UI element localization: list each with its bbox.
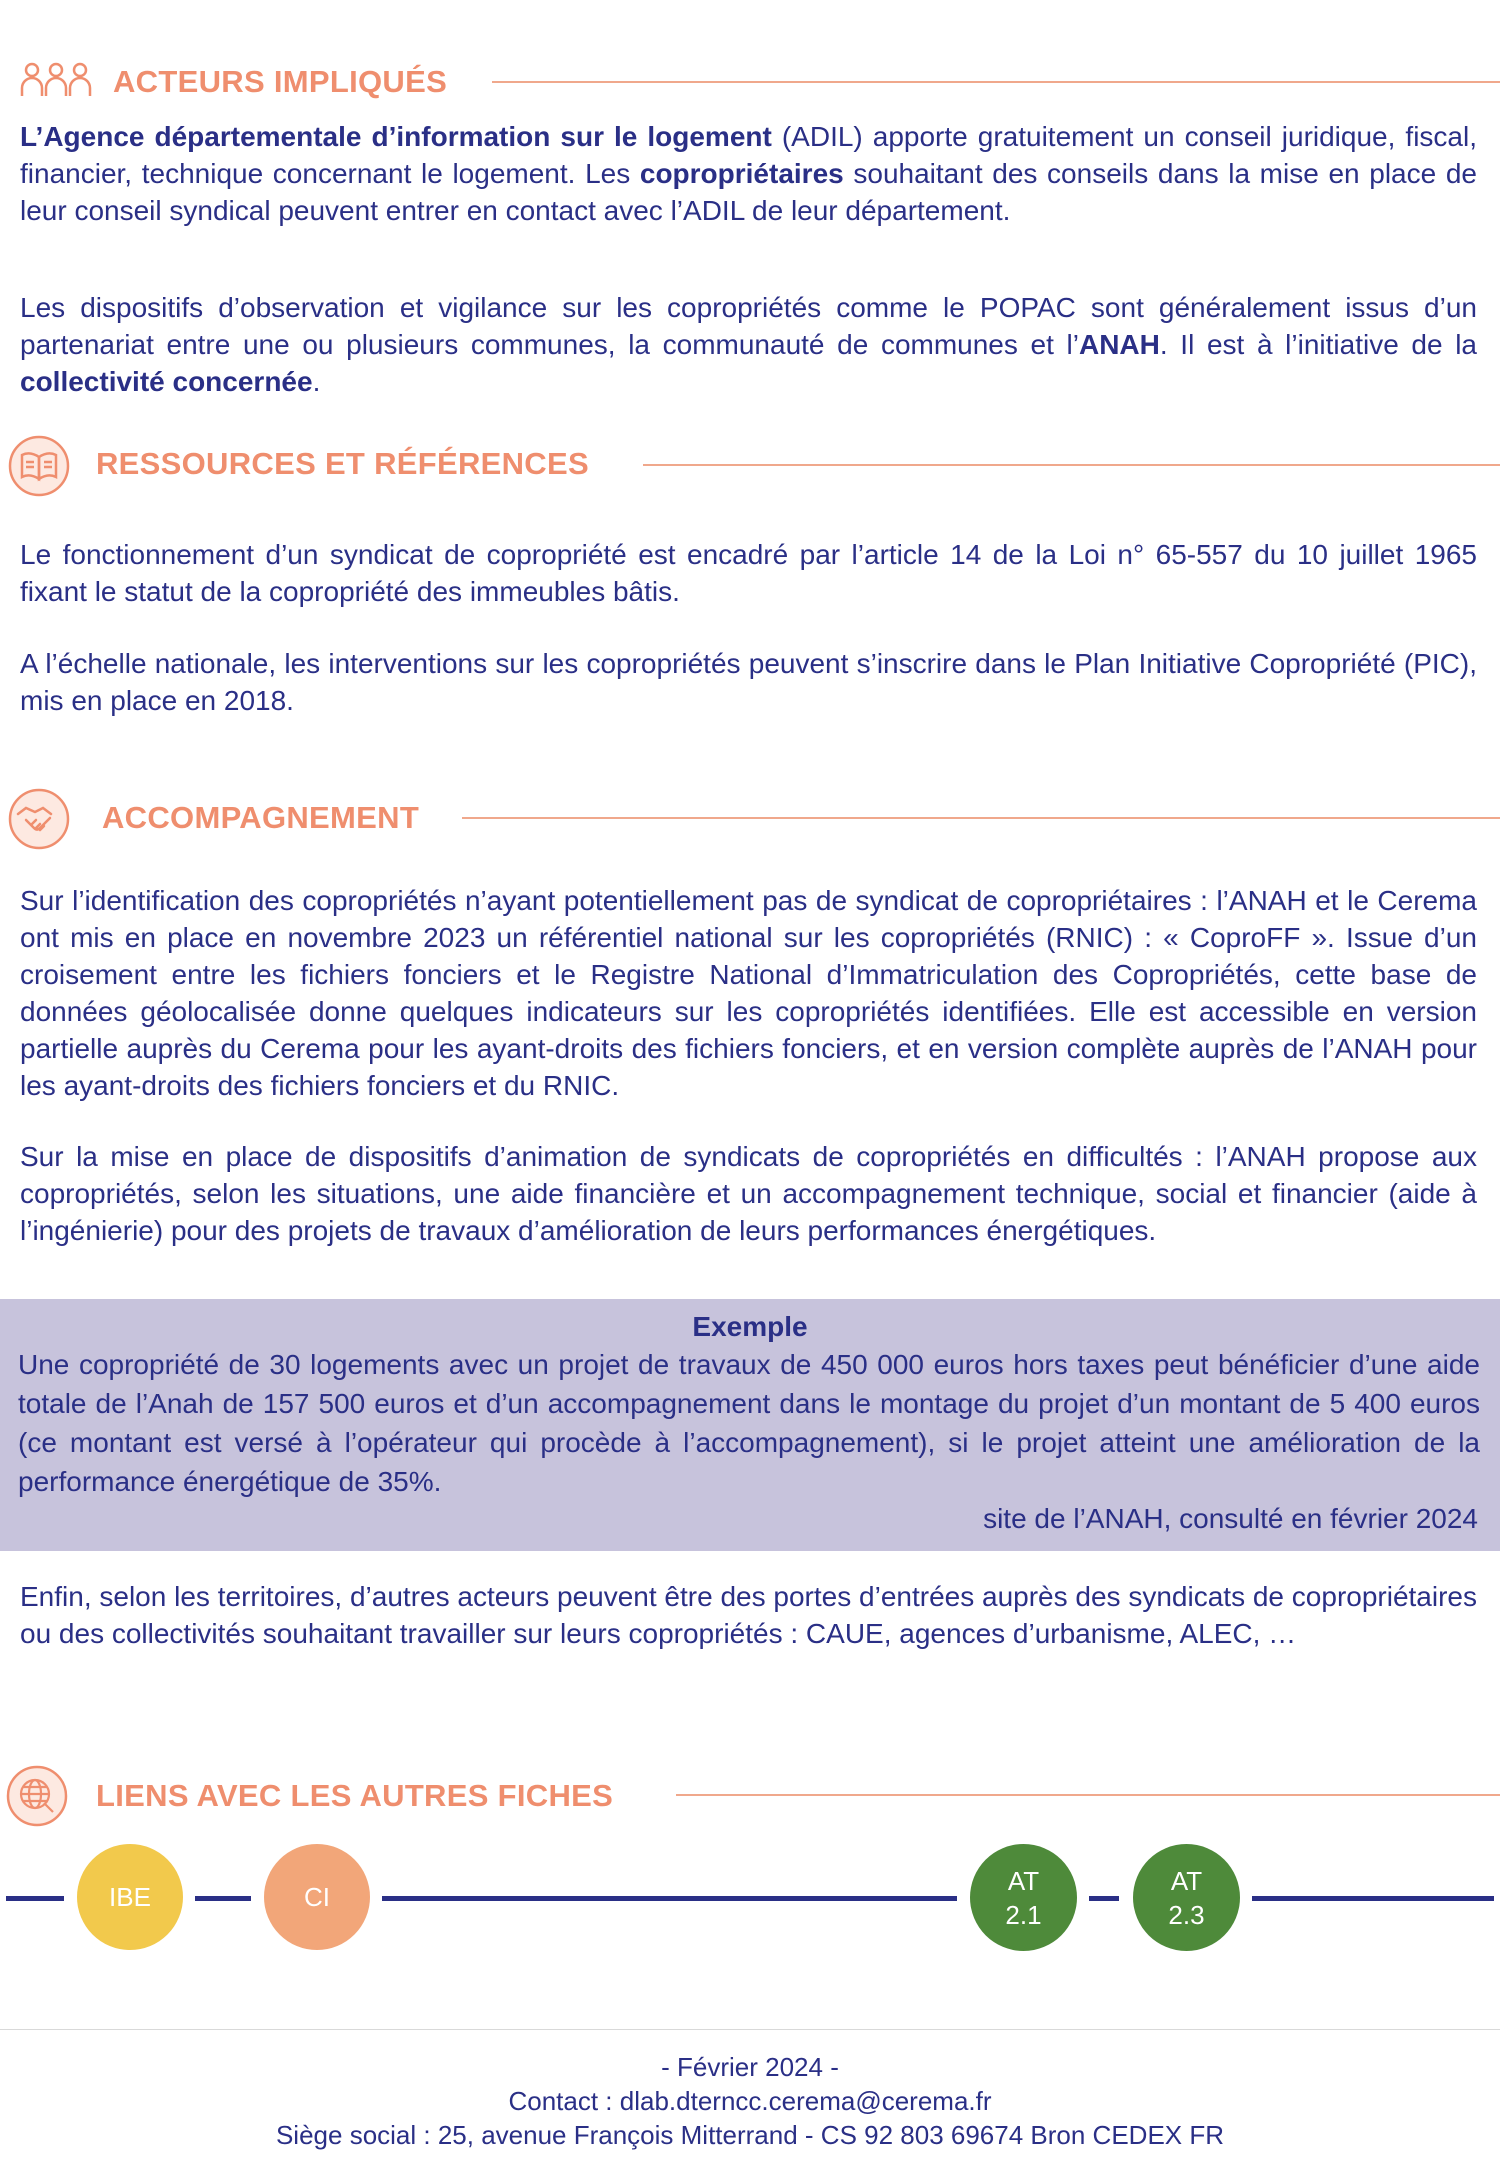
link-label: AT bbox=[1007, 1865, 1040, 1896]
link-connector bbox=[1252, 1896, 1494, 1901]
globe-icon bbox=[6, 1765, 68, 1832]
footer-siege: Siège social : 25, avenue François Mitterrand - CS 92 803 69674 Bron CEDEX FR bbox=[275, 2120, 1225, 2150]
text-span: (ADIL) apporte gratuitement un conseil juridique, fiscal, financier, technique concernant le logement. Les bbox=[20, 121, 1478, 189]
section-rule bbox=[462, 817, 1500, 819]
example-source: site de l’ANAH, consulté en février 2024 bbox=[983, 1503, 1478, 1534]
bold-text: copropriétaires bbox=[639, 158, 844, 189]
link-circle-at-2-1[interactable] bbox=[970, 1844, 1077, 1951]
paragraph-adil bbox=[20, 118, 1477, 229]
text-span: . Il est à l’initiative de la bbox=[1159, 329, 1478, 360]
section-header-liens bbox=[0, 1765, 1500, 1825]
section-title-ressources: RESSOURCES ET RÉFÉRENCES bbox=[96, 446, 589, 481]
paragraph-coproff: Sur l’identification des copropriétés n’ayant potentiellement pas de syndicat de copropriétaires : l’ANAH et le Cerema ont mis en place en novembre 2023 un référentiel national sur les copropriétés (RNIC) : « CoproFF ». Issue d’un croisement entre les fichiers fonciers et le Registre National d’Immatriculation des Copropriétés, cette base de données géolocalisée donne quelques indicateurs sur les copropriétés identifiées. Elle est accessible en version partielle auprès du Cerema pour les ayant-droits des fichiers fonciers, et en version complète auprès de l’ANAH pour les ayant-droits des fichiers fonciers et du RNIC. bbox=[20, 885, 1477, 1101]
link-circle-at-2-3[interactable] bbox=[1133, 1844, 1240, 1951]
link-connector bbox=[382, 1896, 957, 1901]
link-label: AT bbox=[1170, 1865, 1203, 1896]
paragraph-autres-acteurs: Enfin, selon les territoires, d’autres acteurs peuvent être des portes d’entrées auprès des syndicats de copropriétaires ou des collectivités souhaitant travailler sur leurs copropriétés : CAUE, agences d’urbanisme, ALEC, … bbox=[20, 1581, 1477, 1649]
link-connector bbox=[6, 1896, 64, 1901]
bold-text: ANAH bbox=[1078, 329, 1160, 360]
example-title: Exemple bbox=[692, 1311, 808, 1342]
section-header-ressources bbox=[0, 435, 1500, 495]
handshake-icon bbox=[8, 788, 70, 855]
paragraph-popac bbox=[20, 289, 1477, 400]
section-title-acteurs: ACTEURS IMPLIQUÉS bbox=[113, 64, 448, 99]
paragraph-pic: A l’échelle nationale, les interventions sur les copropriétés peuvent s’inscrire dans le Plan Initiative Copropriété (PIC), mis en place en 2018. bbox=[20, 648, 1477, 716]
section-rule bbox=[643, 464, 1500, 466]
text-span: souhaitant des conseils dans la mise en place de leur conseil syndical peuvent entrer en contact avec l’ADIL de leur département. bbox=[20, 158, 1477, 226]
link-connector bbox=[1089, 1896, 1119, 1901]
people-icon bbox=[20, 60, 92, 107]
link-label: 2.3 bbox=[1168, 1899, 1205, 1930]
section-title-liens: LIENS AVEC LES AUTRES FICHES bbox=[96, 1778, 614, 1813]
bold-text: collectivité concernée bbox=[20, 366, 313, 397]
link-connector bbox=[195, 1896, 251, 1901]
section-title-accompagnement: ACCOMPAGNEMENT bbox=[102, 800, 420, 835]
section-header-acteurs bbox=[0, 58, 1500, 118]
paragraph-loi: Le fonctionnement d’un syndicat de copropriété est encadré par l’article 14 de la Loi n° 65-557 du 10 juillet 1965 fixant le statut de la copropriété des immeubles bâtis. bbox=[20, 539, 1477, 607]
section-rule bbox=[676, 1794, 1500, 1796]
link-label: IBE bbox=[109, 1882, 151, 1912]
footer-contact: Contact : dlab.dterncc.cerema@cerema.fr bbox=[508, 2086, 992, 2116]
link-label: CI bbox=[304, 1882, 330, 1912]
link-label: 2.1 bbox=[1005, 1899, 1042, 1930]
example-text: Une copropriété de 30 logements avec un projet de travaux de 450 000 euros hors taxes peut bénéficier d’une aide totale de l’Anah de 157 500 euros et d’un accompagnement dans le montage du projet d’un montant de 5 400 euros (ce montant est versé à l’opérateur qui procède à l’accompagnement), si le projet atteint une amélioration de la performance énergétique de 35%. bbox=[18, 1349, 1480, 1497]
link-circle-ibe[interactable] bbox=[77, 1844, 183, 1950]
text-span: Les dispositifs d’observation et vigilance sur les copropriétés comme le POPAC sont généralement issus d’un partenariat entre une ou plusieurs communes, la communauté de communes et l’ bbox=[20, 292, 1477, 360]
link-circle-ci[interactable] bbox=[264, 1844, 370, 1950]
section-header-accompagnement bbox=[0, 788, 1500, 848]
example-box bbox=[0, 1299, 1500, 1551]
bold-text: L’Agence départementale d’information sur le logement bbox=[20, 121, 772, 152]
book-icon bbox=[8, 435, 70, 502]
footer-divider bbox=[0, 2029, 1500, 2030]
section-rule bbox=[492, 81, 1500, 83]
text-span: . bbox=[312, 366, 321, 397]
paragraph-anah-aide: Sur la mise en place de dispositifs d’animation de syndicats de copropriétés en difficultés : l’ANAH propose aux copropriétés, selon les situations, une aide financière et un accompagnement technique, social et financier (aide à l’ingénierie) pour des projets de travaux d’amélioration de leurs performances énergétiques. bbox=[20, 1141, 1477, 1246]
footer-date: - Février 2024 - bbox=[661, 2052, 839, 2082]
